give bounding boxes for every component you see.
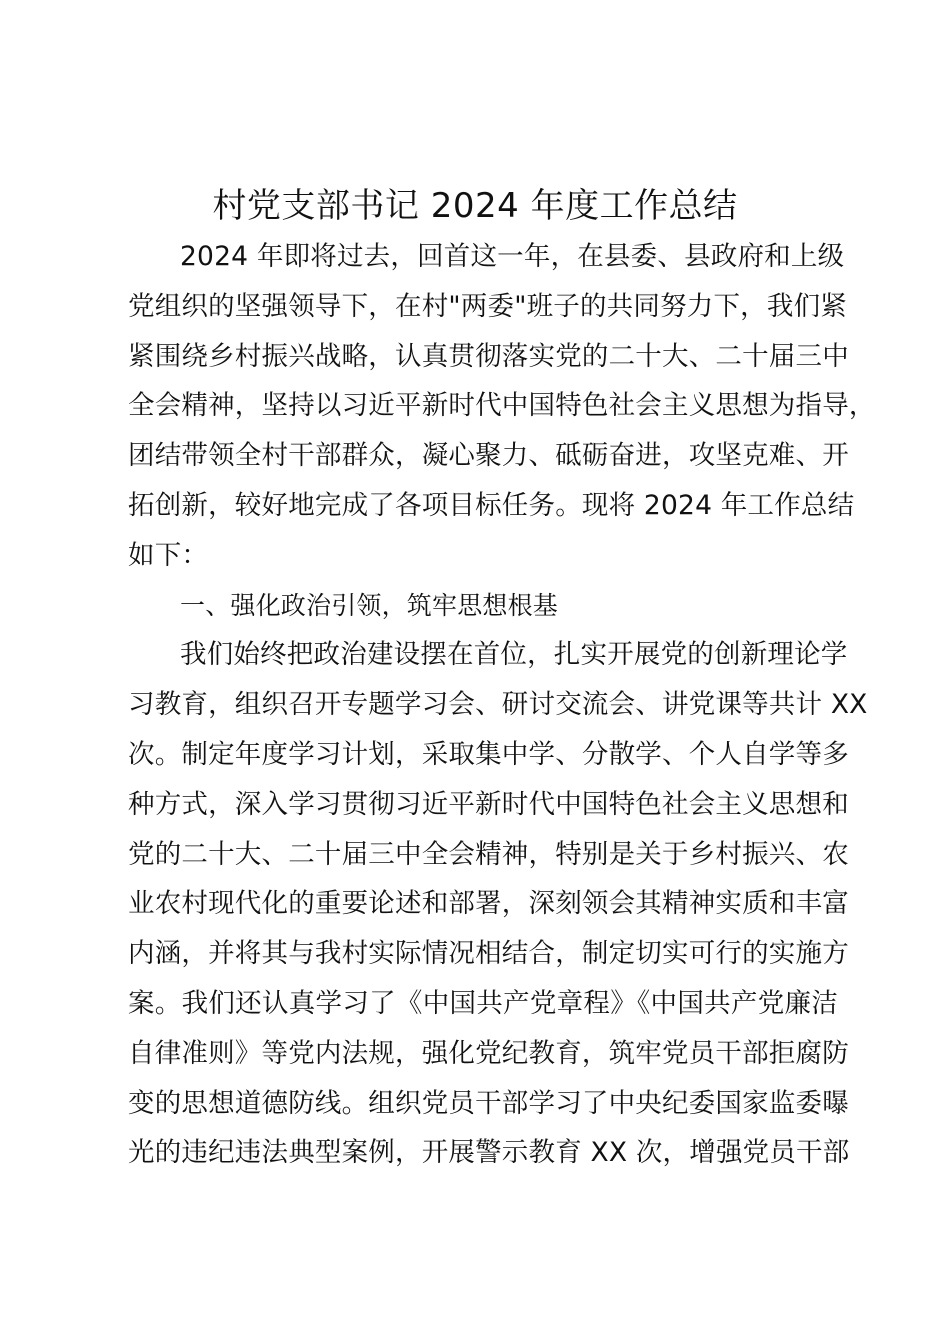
body-text-line: 业农村现代化的重要论述和部署，深刻领会其精神实质和丰富 xyxy=(128,888,849,920)
document-body xyxy=(128,232,876,1178)
body-text-line: 紧围绕乡村振兴战略，认真贯彻落实党的二十大、二十届三中 xyxy=(128,340,849,372)
body-text-line: 次。制定年度学习计划，采取集中学、分散学、个人自学等多 xyxy=(128,738,849,770)
body-text-line: 我们始终把政治建设摆在首位，扎实开展党的创新理论学 xyxy=(180,639,848,671)
body-text-line: 全会精神，坚持以习近平新时代中国特色社会主义思想为指导， xyxy=(128,390,876,422)
body-text-line: 种方式，深入学习贯彻习近平新时代中国特色社会主义思想和 xyxy=(128,788,849,820)
body-text-line: 团结带领全村干部群众，凝心聚力、砥砺奋进，攻坚克难、开 xyxy=(128,440,849,472)
body-text-line: 习教育，组织召开专题学习会、研讨交流会、讲党课等共计 XX xyxy=(128,689,868,721)
section-heading: 一、强化政治引领，筑牢思想根基 xyxy=(180,590,559,620)
body-text-line: 案。我们还认真学习了《中国共产党章程》《中国共产党廉洁 xyxy=(128,987,838,1019)
body-text-line: 党的二十大、二十届三中全会精神，特别是关于乡村振兴、农 xyxy=(128,838,849,870)
body-text-line: 拓创新，较好地完成了各项目标任务。现将 2024 年工作总结 xyxy=(128,489,855,521)
document-title: 村党支部书记 2024 年度工作总结 xyxy=(212,186,738,226)
body-text-line: 光的违纪违法典型案例，开展警示教育 XX 次，增强党员干部 xyxy=(128,1137,850,1169)
body-text-line: 党组织的坚强领导下，在村"两委"班子的共同努力下，我们紧 xyxy=(128,290,847,322)
body-text-line: 如下： xyxy=(128,539,209,571)
body-text-line: 内涵，并将其与我村实际情况相结合，制定切实可行的实施方 xyxy=(128,938,849,970)
body-text-line: 自律准则》等党内法规，强化党纪教育，筑牢党员干部拒腐防 xyxy=(128,1037,849,1069)
body-text-line: 变的思想道德防线。组织党员干部学习了中央纪委国家监委曝 xyxy=(128,1087,849,1119)
body-text-line: 2024 年即将过去，回首这一年，在县委、县政府和上级 xyxy=(180,241,845,272)
